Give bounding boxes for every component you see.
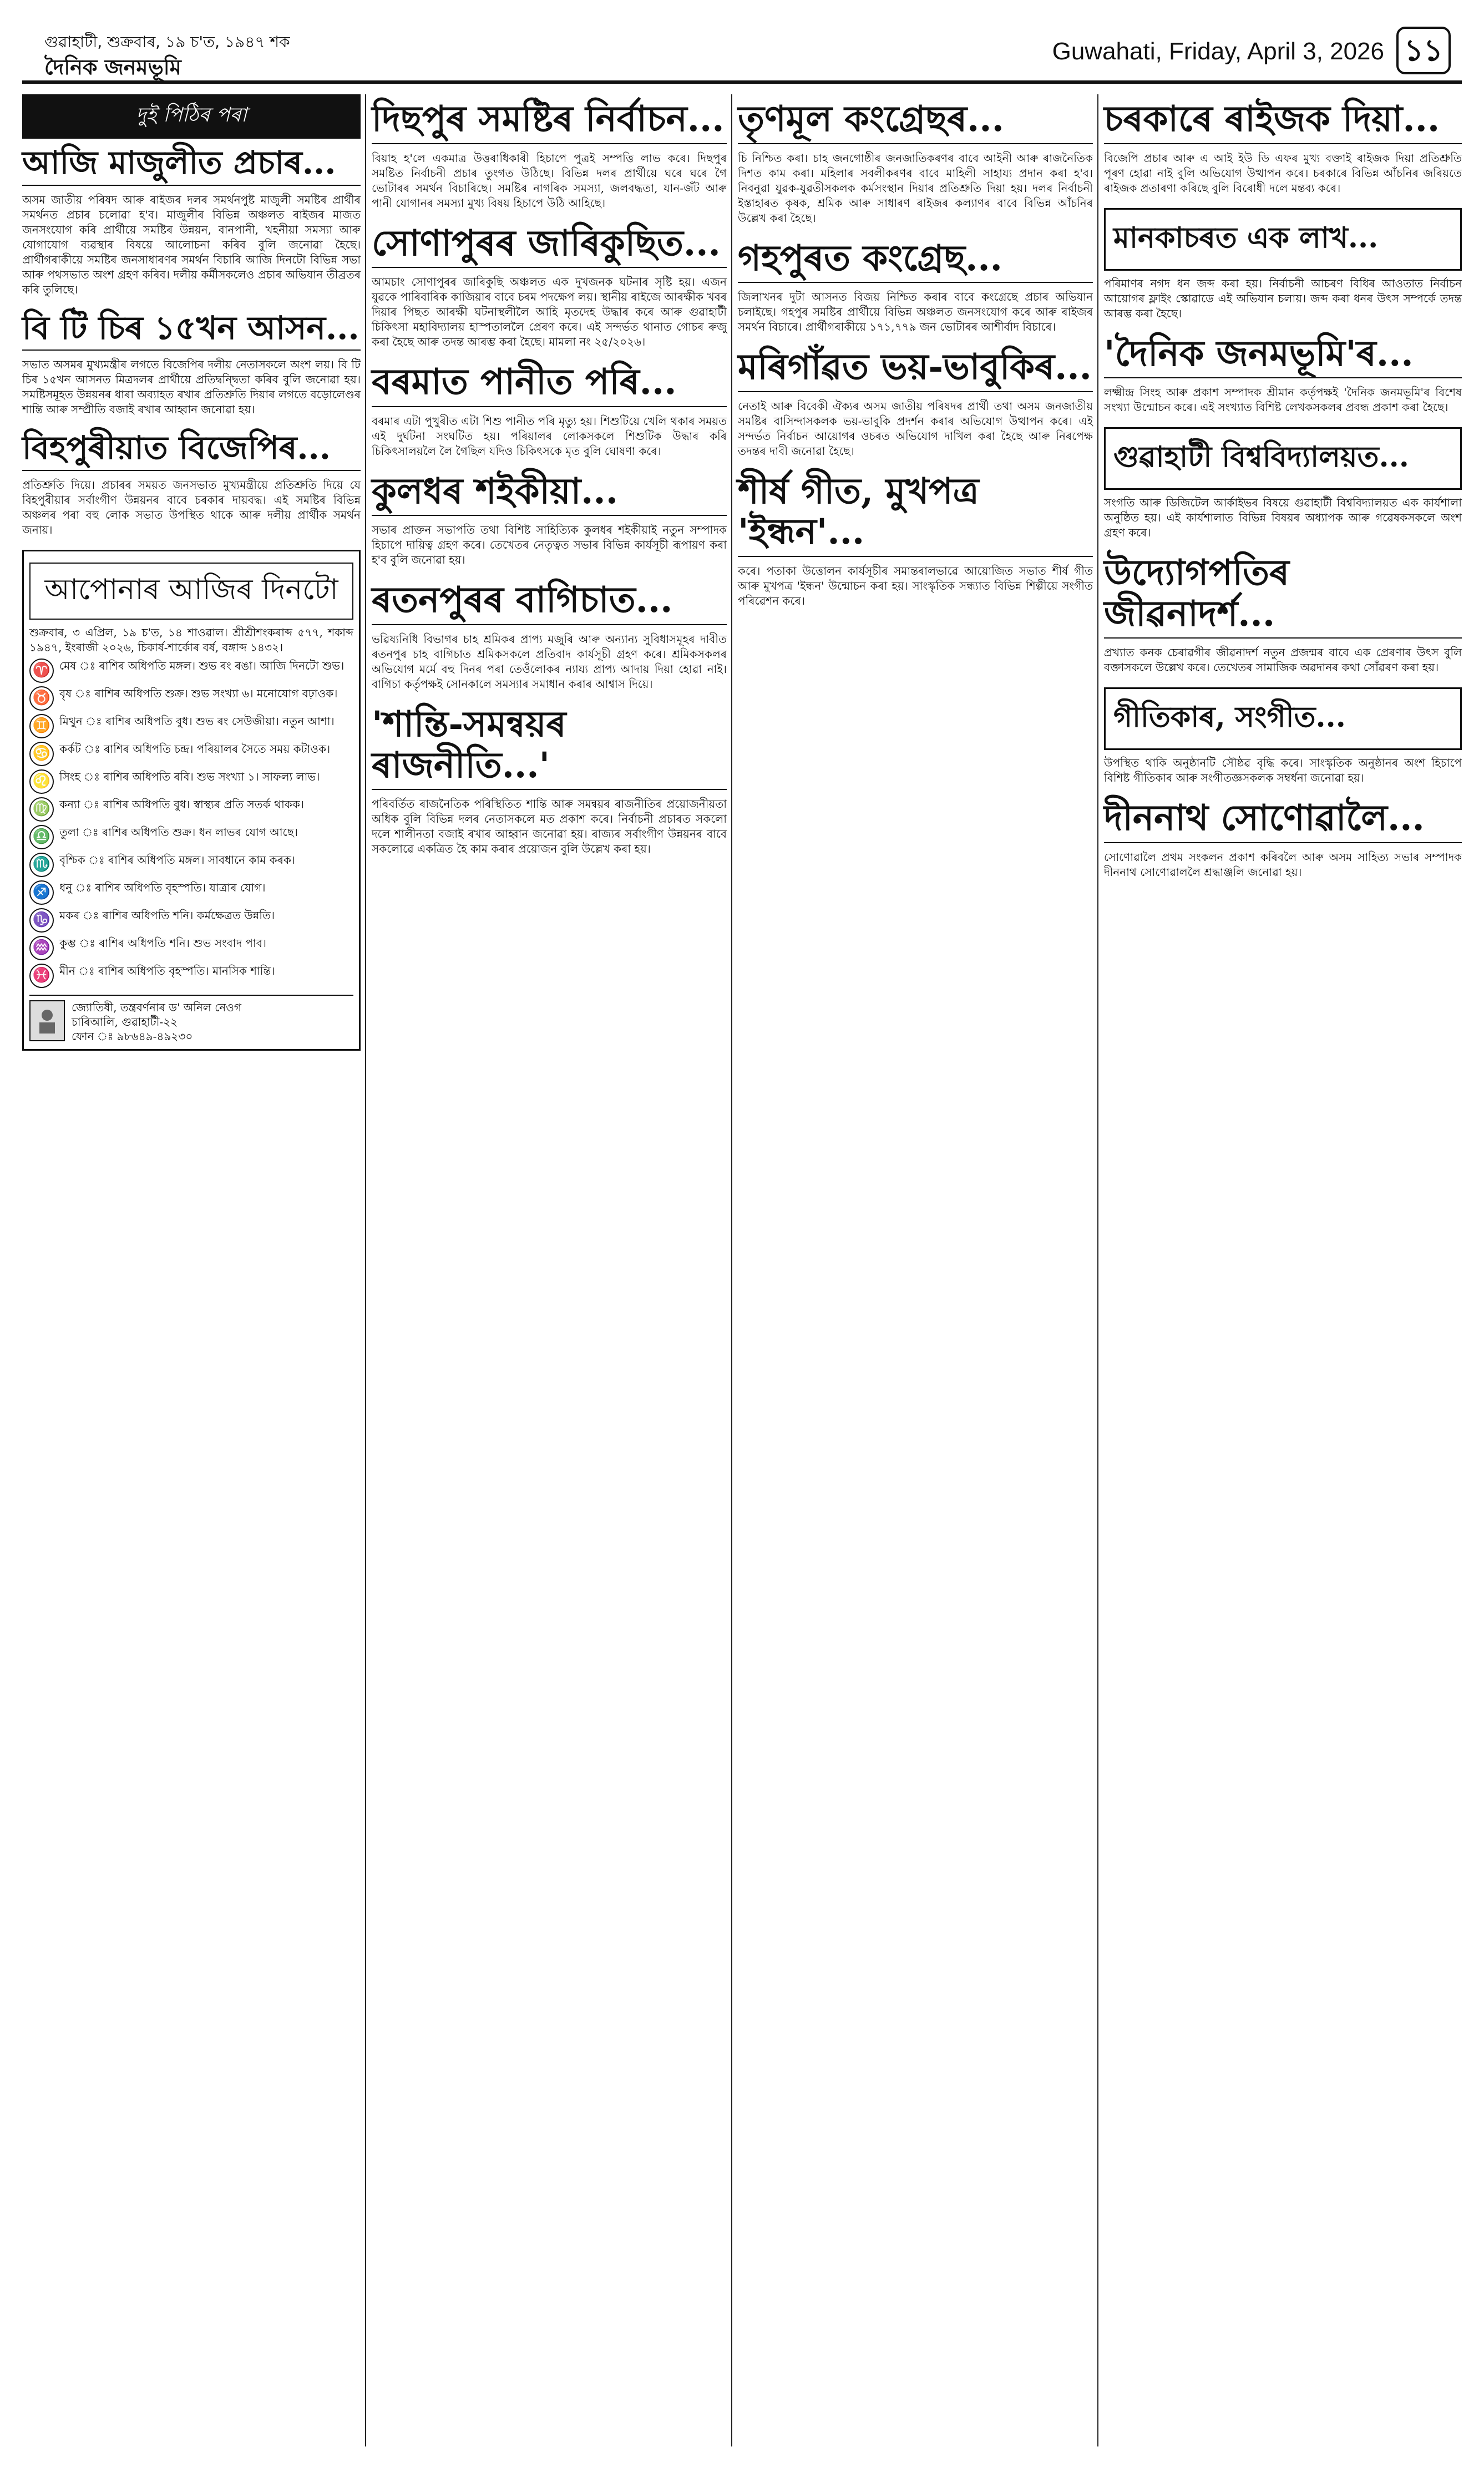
article-body: লক্ষ্মীন্দ্ৰ সিংহ আৰু প্ৰকাশ সম্পাদক শ্ৰীমান কৰ্তৃপক্ষই 'দৈনিক জনমভূমি'ৰ বিশেষ সংখ্যা উন্মোচন কৰে। এই সংখ্যাত বিশিষ্ট লেখকসকলৰ প্ৰবন্ধ প্ৰকাশ কৰা হৈছে। — [1104, 386, 1462, 414]
zodiac-sign-icon: ♋ — [29, 742, 54, 766]
headline: মানকাচৰত এক লাখ... — [1104, 208, 1462, 271]
column-middle-2 — [738, 94, 1093, 621]
horoscope-text: ধনু ঃ ৰাশিৰ অধিপতি বৃহস্পতি। যাত্ৰাৰ যোগ। — [59, 881, 266, 895]
zodiac-sign-icon: ♓ — [29, 964, 54, 988]
astrologer-name: জ্যোতিষী, তন্ত্ৰবৰ্ণনাৰ ড' অনিল নেওগ — [72, 1001, 241, 1015]
headline: গহপুৰত কংগ্ৰেছ... — [738, 238, 1093, 283]
zodiac-sign-icon: ♎ — [29, 825, 54, 849]
article-body: নেতাই আৰু বিবেকী ঐক্যৰ অসম জাতীয় পৰিষদৰ প্ৰাৰ্থী তথা অসম জনজাতীয় সমষ্টিৰ বাসিন্দাসকলক ভয়-ভাবুকি প্ৰদৰ্শন কৰাৰ অভিযোগ উত্থাপন কৰে। এই সন্দৰ্ভত নিৰ্বাচন আয়োগৰ ওচৰত অভিযোগ দাখিল কৰা হৈছে আৰু নিৰপেক্ষ তদন্তৰ দাবী জনোৱা হৈছে। — [738, 399, 1093, 458]
horoscope-text: মিথুন ঃ ৰাশিৰ অধিপতি বুধ। শুভ ৰং সেউজীয়া। নতুন আশা। — [59, 715, 335, 728]
headline: বিহপুৰীয়াত বিজেপিৰ... — [22, 429, 361, 471]
zodiac-sign-icon: ♒ — [29, 936, 54, 960]
story-bihpuria — [22, 429, 361, 538]
zodiac-sign-icon: ♈ — [29, 658, 54, 683]
headline: দিছপুৰ সমষ্টিৰ নিৰ্বাচন... — [372, 99, 727, 144]
column-middle-1 — [372, 94, 727, 869]
horoscope-text: তুলা ঃ ৰাশিৰ অধিপতি শুক্ৰ। ধন লাভৰ যোগ আছে। — [59, 825, 298, 839]
zodiac-sign-icon: ♊ — [29, 714, 54, 738]
story-btc — [22, 310, 361, 418]
article-body: জিলাখনৰ দুটা আসনত বিজয় নিশ্চিত কৰাৰ বাবে কংগ্ৰেছে প্ৰচাৰ অভিযান চলাইছে। গহপুৰ সমষ্টিৰ প্ৰাৰ্থীয়ে বিভিন্ন অঞ্চলত জনসংযোগ কৰে আৰু ৰাইজৰ সমৰ্থন বিচাৰে। প্ৰাৰ্থীগৰাকীয়ে ১৭১,৭৭৯ জন ভোটাৰৰ আশীৰ্বাদ বিচাৰে। — [738, 290, 1093, 334]
astrologer-info — [29, 995, 353, 1043]
column-divider — [365, 94, 366, 2446]
article-body: ভৱিষ্যনিধি বিভাগৰ চাহ শ্ৰমিকৰ প্ৰাপ্য মজুৰি আৰু অন্যান্য সুবিধাসমূহৰ দাবীত ৰতনপুৰ চাহ বাগিচাত শ্ৰমিকসকলে প্ৰতিবাদ কাৰ্যসূচী গ্ৰহণ কৰে। শ্ৰমিকসকলৰ অভিযোগ মৰ্মে বহু দিনৰ পৰা তেওঁলোকৰ ন্যায্য প্ৰাপ্য আদায় দিয়া হোৱা নাই। বাগিচা কৰ্তৃপক্ষই সোনকালে সমস্যাৰ সমাধান কৰাৰ আশ্বাস দিয়ে। — [372, 632, 727, 691]
zodiac-sign-icon: ♑ — [29, 908, 54, 933]
article-body: সভাৰ প্ৰাক্তন সভাপতি তথা বিশিষ্ট সাহিত্যিক কুলধৰ শইকীয়াই নতুন সম্পাদক হিচাপে দায়িত্ব গ্ৰহণ কৰে। তেখেতৰ নেতৃত্বত সভাৰ বিভিন্ন কাৰ্যসূচী ৰূপায়ণ কৰা হ'ব বুলি জনোৱা হয়। — [372, 523, 727, 567]
headline: গীতিকাৰ, সংগীত... — [1104, 687, 1462, 750]
horoscope-text: বৃষ ঃ ৰাশিৰ অধিপতি শুক্ৰ। শুভ সংখ্যা ৬। মনোযোগ বঢ়াওক। — [59, 687, 338, 701]
article-body: চি নিশ্চিত কৰা। চাহ জনগোষ্ঠীৰ জনজাতিকৰণৰ বাবে আইনী আৰু ৰাজনৈতিক দিশত কাম কৰা। মহিলাৰ সবলীকৰণৰ বাবে মাহিলী সাহায্য প্ৰদান কৰা হ'ব। নিবনুৱা যুৱক-যুৱতীসকলক কৰ্মসংস্থান দিয়াৰ প্ৰতিশ্ৰুতি দিয়া হয়। দলৰ নিৰ্বাচনী ইস্তাহাৰত কৃষক, শ্ৰমিক আৰু সাধাৰণ ৰাইজৰ কল্যাণৰ বাবে বিভিন্ন আঁচনিৰ উল্লেখ কৰা হৈছে। — [738, 151, 1093, 225]
header-right-date: Guwahati, Friday, April 3, 2026 — [1052, 38, 1384, 65]
horoscope-box — [22, 550, 361, 1051]
zodiac-sign-icon: ♐ — [29, 880, 54, 905]
article-body: পৰিবৰ্তিত ৰাজনৈতিক পৰিস্থিতিত শান্তি আৰু সমন্বয়ৰ ৰাজনীতিৰ প্ৰয়োজনীয়তা অধিক বুলি বিভিন্ন দলৰ নেতাসকলে মত প্ৰকাশ কৰে। নিৰ্বাচনী প্ৰচাৰত সকলো দলে শালীনতা বজাই ৰখাৰ আহ্বান জনোৱা হয়। ৰাজ্যৰ সৰ্বাংগীণ উন্নয়নৰ বাবে সকলোৱে একত্ৰিত হৈ কাম কৰাৰ প্ৰয়োজন বুলি উল্লেখ কৰা হয়। — [372, 797, 727, 856]
horoscope-item — [29, 686, 353, 711]
column-right — [1104, 94, 1462, 892]
horoscope-intro: শুক্ৰবাৰ, ৩ এপ্ৰিল, ১৯ চ'ত, ১৪ শাওৱাল। শ্ৰীশ্ৰীশংকৰাব্দ ৫৭৭, শকাব্দ ১৯৪৭, ইংৰাজী ২০২৬, চিকাৰ্ষ-শাৰ্কোৰ বৰ্ষ, বঙ্গাব্দ ১৪৩২। — [29, 626, 353, 655]
column-left — [22, 94, 361, 1051]
article-body: উপস্থিত থাকি অনুষ্ঠানটি সৌষ্ঠৱ বৃদ্ধি কৰে। সাংস্কৃতিক অনুষ্ঠানৰ অংশ হিচাপে বিশিষ্ট গীতিকাৰ আৰু সংগীতজ্ঞসকলক সম্বৰ্ধনা জনোৱা হয়। — [1104, 756, 1462, 785]
horoscope-text: কুম্ভ ঃ ৰাশিৰ অধিপতি শনি। শুভ সংবাদ পাব। — [59, 936, 266, 950]
horoscope-item — [29, 964, 353, 988]
page-header — [22, 22, 1462, 78]
headline: কুলধৰ শইকীয়া... — [372, 471, 727, 516]
headline: তৃণমূল কংগ্ৰেছৰ... — [738, 99, 1093, 144]
horoscope-text: মেষ ঃ ৰাশিৰ অধিপতি মঙ্গল। শুভ ৰং ৰঙা। আজি দিনটো শুভ। — [59, 659, 345, 673]
story-majuli — [22, 144, 361, 297]
headline: দীননাথ সোণোৱালৈ... — [1104, 798, 1462, 843]
article-body: বৰমাৰ এটা পুখুৰীত এটা শিশু পানীত পৰি মৃত্যু হয়। শিশুটিয়ে খেলি থকাৰ সময়ত এই দুৰ্ঘটনা সংঘটিত হয়। পৰিয়ালৰ লোকসকলে শিশুটিক উদ্ধাৰ কৰি চিকিৎসালয়লৈ লৈ গৈছিল যদিও চিকিৎসকে মৃত বুলি ঘোষণা কৰে। — [372, 414, 727, 458]
headline: সোণাপুৰৰ জাৰিকুছিত... — [372, 223, 727, 269]
headline: মৰিগাঁৱত ভয়-ভাবুকিৰ... — [738, 347, 1093, 392]
horoscope-item — [29, 658, 353, 683]
headline: চৰকাৰে ৰাইজক দিয়া... — [1104, 99, 1462, 144]
page-number: ১১ — [1396, 27, 1451, 74]
article-body: আমচাং সোণাপুৰৰ জাৰিকুছি অঞ্চলত এক দুখজনক ঘটনাৰ সৃষ্টি হয়। এজন যুৱকে পাৰিবাৰিক কাজিয়াৰ বাবে চৰম পদক্ষেপ লয়। স্থানীয় ৰাইজে আৰক্ষীক খবৰ দিয়াৰ পিছত আৰক্ষী ঘটনাস্থলীলৈ আহি মৃতদেহ উদ্ধাৰ কৰে আৰু গুৱাহাটী চিকিৎসা মহাবিদ্যালয় হাস্পতাললৈ প্ৰেৰণ কৰে। এই সন্দৰ্ভত থানাত গোচৰ ৰুজু কৰা হৈছে আৰু তদন্ত আৰম্ভ কৰা হৈছে। মামলা নং ২৫/২০২৬। — [372, 275, 727, 349]
section-strip: দুই পিঠিৰ পৰা — [22, 94, 361, 139]
headline: ৰতনপুৰৰ বাগিচাত... — [372, 580, 727, 625]
astrologer-photo — [29, 1000, 65, 1041]
horoscope-item — [29, 936, 353, 960]
column-divider — [1097, 94, 1098, 2446]
article-body: পৰিমাণৰ নগদ ধন জব্দ কৰা হয়। নিৰ্বাচনী আচৰণ বিধিৰ আওতাত নিৰ্বাচন আয়োগৰ ফ্লাইং স্কোৱাডে এই অভিযান চলায়। জব্দ কৰা ধনৰ উৎস সম্পৰ্কে তদন্ত আৰম্ভ কৰা হৈছে। — [1104, 276, 1462, 320]
horoscope-item — [29, 742, 353, 766]
article-body: প্ৰতিশ্ৰুতি দিয়ে। প্ৰচাৰৰ সময়ত জনসভাত মুখ্যমন্ত্ৰীয়ে প্ৰতিশ্ৰুতি দিয়ে যে বিহপুৰীয়াৰ সৰ্বাংগীণ উন্নয়নৰ বাবে চৰকাৰ দায়বদ্ধ। এই সমষ্টিৰ বিভিন্ন অঞ্চলৰ পৰা বহু লোক সভাত উপস্থিত থাকে আৰু দলীয় প্ৰাৰ্থীক সমৰ্থন জনায়। — [22, 478, 361, 537]
headline: শীৰ্ষ গীত, মুখপত্ৰ 'ইন্ধন'... — [738, 471, 1093, 557]
horoscope-item — [29, 797, 353, 822]
horoscope-item — [29, 769, 353, 794]
zodiac-sign-icon: ♏ — [29, 853, 54, 877]
article-body: বিজেপি প্ৰচাৰ আৰু এ আই ইউ ডি এফৰ মুখ্য বক্তাই ৰাইজক দিয়া প্ৰতিশ্ৰুতি পূৰণ হোৱা নাই বুলি অভিযোগ উত্থাপন কৰে। চৰকাৰে বিভিন্ন আঁচনিৰ জৰিয়তে ৰাইজক প্ৰতাৰণা কৰিছে বুলি বিৰোধী দলে মন্তব্য কৰে। — [1104, 151, 1462, 195]
zodiac-sign-icon: ♉ — [29, 686, 54, 711]
headline: আজি মাজুলীত প্ৰচাৰ... — [22, 144, 361, 186]
headline: 'শান্তি-সমন্বয়ৰ ৰাজনীতি...' — [372, 704, 727, 790]
horoscope-text: সিংহ ঃ ৰাশিৰ অধিপতি ৰবি। শুভ সংখ্যা ১। সাফল্য লাভ। — [59, 770, 320, 784]
article-body: অসম জাতীয় পৰিষদ আৰু ৰাইজৰ দলৰ সমৰ্থনপুষ্ট মাজুলী সমষ্টিৰ প্ৰাৰ্থীৰ সমৰ্থনত প্ৰচাৰ চলোৱা হ'ব। মাজুলীৰ বিভিন্ন অঞ্চলত ৰাইজৰ মাজত জনসংযোগ কৰি প্ৰাৰ্থীয়ে সমষ্টিৰ উন্নয়ন, বানপানী, খহনীয়া সমস্যা আৰু যোগাযোগ ব্যৱস্থাৰ বিষয়ে আলোচনা কৰিব বুলি জনোৱা হৈছে। প্ৰাৰ্থীগৰাকীয়ে সমষ্টিৰ জনসাধাৰণৰ সমৰ্থন বিচাৰি আজি দিনটো বিভিন্ন সভা আৰু পথসভাত অংশ গ্ৰহণ কৰিব। দলীয় কৰ্মীসকলেও প্ৰচাৰ অভিযান তীব্ৰতৰ কৰি তুলিছে। — [22, 193, 361, 296]
horoscope-text: কৰ্কট ঃ ৰাশিৰ অধিপতি চন্দ্ৰ। পৰিয়ালৰ সৈতে সময় কটাওক। — [59, 742, 331, 756]
horoscope-item — [29, 908, 353, 933]
horoscope-text: মীন ঃ ৰাশিৰ অধিপতি বৃহস্পতি। মানসিক শান্তি। — [59, 964, 275, 978]
article-body: কৰে। পতাকা উত্তোলন কাৰ্যসূচীৰ সমান্তৰালভাৱে আয়োজিত সভাত শীৰ্ষ গীত আৰু মুখপত্ৰ 'ইন্ধন' উন্মোচন কৰা হয়। সাংস্কৃতিক সন্ধ্যাত বিভিন্ন শিল্পীয়ে সংগীত পৰিৱেশন কৰে। — [738, 564, 1093, 607]
article-body: সোণোৱালৈ প্ৰথম সংকলন প্ৰকাশ কৰিবলৈ আৰু অসম সাহিত্য সভাৰ সম্পাদক দীননাথ সোণোৱাললৈ শ্ৰদ্ধাঞ্জলি জনোৱা হয়। — [1104, 850, 1462, 879]
article-body: সভাত অসমৰ মুখ্যমন্ত্ৰীৰ লগতে বিজেপিৰ দলীয় নেতাসকলে অংশ লয়। বি টি চিৰ ১৫খন আসনত মিত্ৰদলৰ প্ৰাৰ্থীয়ে প্ৰতিদ্বন্দ্বিতা কৰিব বুলি জনোৱা হয়। সমষ্টিসমূহত উন্নয়নৰ ধাৰা অব্যাহত ৰখাৰ প্ৰতিশ্ৰুতি দিয়াৰ লগতে বড়োলেণ্ডৰ শান্তি আৰু সম্প্ৰীতি বজাই ৰখাৰ আহ্বান জনোৱা হয়। — [22, 358, 361, 417]
headline: গুৱাহাটী বিশ্ববিদ্যালয়ত... — [1104, 427, 1462, 490]
headline: বি টি চিৰ ১৫খন আসন... — [22, 310, 361, 351]
horoscope-item — [29, 853, 353, 877]
article-body: প্ৰখ্যাত কনক চেৰাৱগীৰ জীৱনাদৰ্শ নতুন প্ৰজন্মৰ বাবে এক প্ৰেৰণাৰ উৎস বুলি বক্তাসকলে উল্লেখ কৰে। তেখেতৰ সামাজিক অৱদানৰ কথা সোঁৱৰণ কৰা হয়। — [1104, 646, 1462, 675]
column-divider — [731, 94, 732, 2446]
horoscope-item — [29, 825, 353, 849]
horoscope-item — [29, 714, 353, 738]
header-rule — [22, 80, 1462, 84]
horoscope-item — [29, 880, 353, 905]
zodiac-sign-icon: ♍ — [29, 797, 54, 822]
headline: 'দৈনিক জনমভূমি'ৰ... — [1104, 333, 1462, 379]
headline: বৰমাত পানীত পৰি... — [372, 362, 727, 407]
zodiac-sign-icon: ♌ — [29, 769, 54, 794]
horoscope-text: বৃশ্চিক ঃ ৰাশিৰ অধিপতি মঙ্গল। সাবধানে কাম কৰক। — [59, 853, 296, 867]
header-brand: দৈনিক জনমভূমি — [44, 54, 181, 79]
horoscope-title: আপোনাৰ আজিৰ দিনটো — [29, 563, 353, 620]
header-left-date: গুৱাহাটী, শুক্ৰবাৰ, ১৯ চ'ত, ১৯৪৭ শক — [44, 33, 290, 51]
article-body: বিয়াহ হ'লে একমাত্ৰ উত্তৰাধিকাৰী হিচাপে পুত্ৰই সম্পত্তি লাভ কৰে। দিছপুৰ সমষ্টিত নিৰ্বাচনী প্ৰচাৰ তুংগত উঠিছে। বিভিন্ন দলৰ প্ৰাৰ্থীয়ে ঘৰে ঘৰে গৈ ভোটাৰৰ সমৰ্থন বিচাৰিছে। সমষ্টিৰ নাগৰিক সমস্যা, জলবদ্ধতা, যান-জঁট আৰু পানী যোগানৰ সমস্যা মুখ্য বিষয় হিচাপে উঠি আহিছে। — [372, 151, 727, 210]
horoscope-text: কন্যা ঃ ৰাশিৰ অধিপতি বুধ। স্বাস্থ্যৰ প্ৰতি সতৰ্ক থাকক। — [59, 798, 304, 812]
astrologer-address: চাৰিআলি, গুৱাহাটী-২২ — [72, 1015, 178, 1029]
horoscope-text: মকৰ ঃ ৰাশিৰ অধিপতি শনি। কৰ্মক্ষেত্ৰত উন্নতি। — [59, 909, 275, 923]
horoscope-list — [29, 658, 353, 988]
headline: উদ্যোগপতিৰ জীৱনাদৰ্শ... — [1104, 553, 1462, 639]
astrologer-phone: ফোন ঃ ৯৮৬৪৯-৪৯২৩০ — [72, 1030, 193, 1043]
article-body: সংগতি আৰু ডিজিটেল আৰ্কাইভৰ বিষয়ে গুৱাহাটী বিশ্ববিদ্যালয়ত এক কাৰ্যশালা অনুষ্ঠিত হয়। এই কাৰ্যশালাত বিভিন্ন বিষয়ৰ অধ্যাপক আৰু গৱেষকসকলে অংশ গ্ৰহণ কৰে। — [1104, 496, 1462, 540]
